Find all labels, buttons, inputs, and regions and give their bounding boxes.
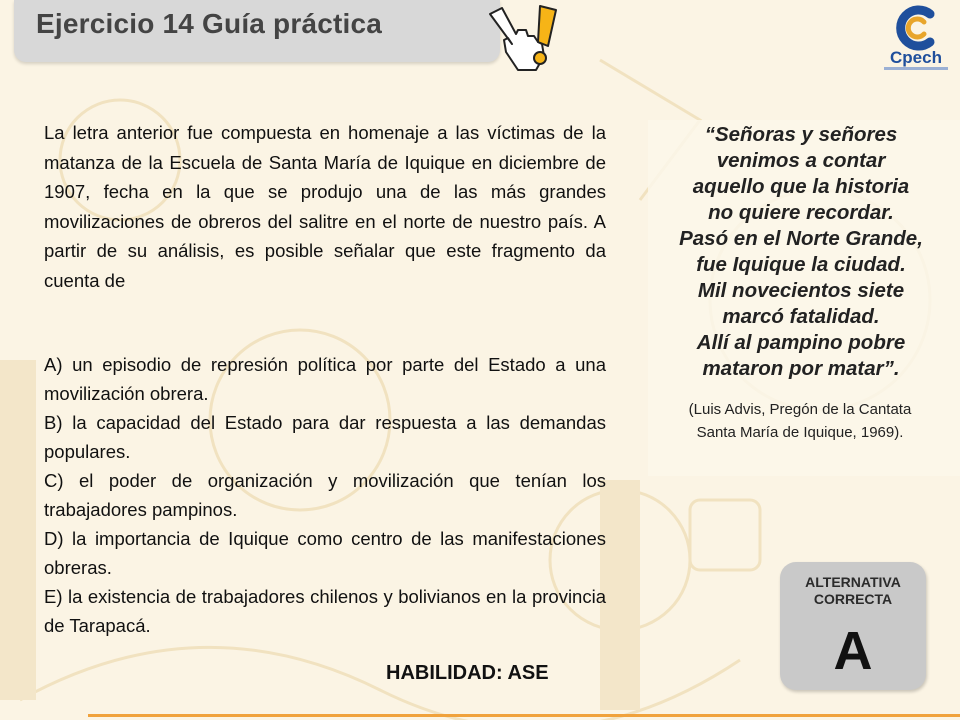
quote-line: aquello que la historia	[692, 175, 910, 198]
cpech-logo	[880, 4, 952, 76]
quote-line: fue Iquique la ciudad.	[696, 253, 906, 276]
quote-block	[670, 122, 932, 382]
answer-letter: A	[833, 621, 873, 681]
option-c: C) el poder de organización y movilización que tenían los trabajadores pampinos.	[44, 470, 606, 520]
option-a: A) un episodio de represión política por parte del Estado a una movilización obrera.	[44, 354, 606, 404]
title-tab	[14, 0, 500, 62]
bottom-divider	[88, 714, 960, 717]
answer-label-line2: CORRECTA	[813, 591, 893, 607]
quote-line: Allí al pampino pobre	[696, 331, 906, 354]
cpech-logo-icon	[880, 4, 952, 52]
answer-label	[780, 574, 926, 608]
option-d: D) la importancia de Iquique como centro de las manifestaciones obreras.	[44, 528, 606, 578]
quote-line: Pasó en el Norte Grande,	[679, 227, 923, 250]
exclamation-icon	[534, 6, 556, 64]
hand-pointer-icon	[482, 0, 562, 76]
page-title: Ejercicio 14 Guía práctica	[36, 8, 383, 39]
answer-label-line1: ALTERNATIVA	[805, 574, 901, 590]
quote-line: mataron por matar”.	[702, 357, 900, 380]
question-text: La letra anterior fue compuesta en homenaje a las víctimas de la matanza de la Escuela de Santa María de Iquique en diciembre de 1907, fecha en la que se produjo una de las más grandes movilizaciones de obreros del salitre en el norte de nuestro país. A partir de su análisis, es posible señalar que este fragmento da cuenta de	[44, 122, 606, 291]
answer-options	[44, 350, 606, 640]
quote-line: marcó fatalidad.	[722, 305, 880, 328]
skill-label: HABILIDAD: ASE	[386, 662, 549, 684]
quote-line: Mil novecientos siete	[697, 279, 905, 302]
option-e: E) la existencia de trabajadores chilenos y bolivianos en la provincia de Tarapacá.	[44, 586, 606, 636]
option-b: B) la capacidad del Estado para dar respuesta a las demandas populares.	[44, 412, 606, 462]
quote-line: no quiere recordar.	[708, 201, 894, 224]
logo-wordmark: Cpech	[890, 48, 942, 67]
quote-citation: (Luis Advis, Pregón de la Cantata Santa María de Iquique, 1969).	[688, 401, 912, 441]
quote-line: “Señoras y señores	[704, 123, 898, 146]
quote-line: venimos a contar	[716, 149, 886, 172]
correct-answer-box	[780, 562, 926, 690]
logo-underline	[884, 67, 948, 70]
